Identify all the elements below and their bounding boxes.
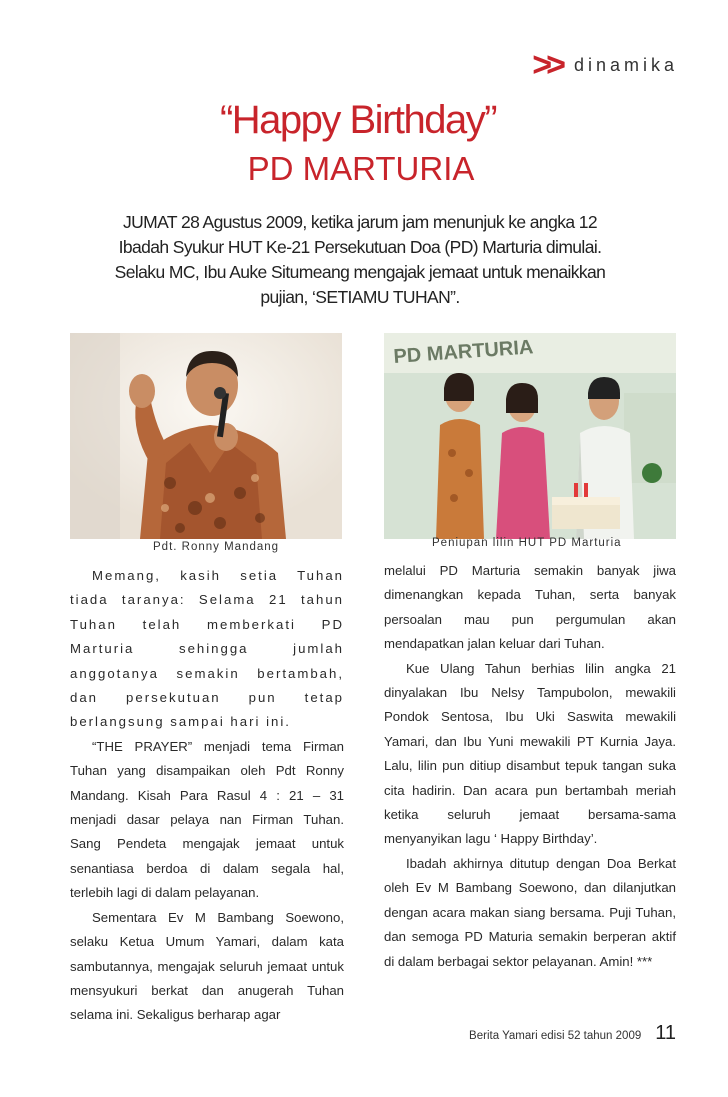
page-number: 11 xyxy=(655,1022,676,1044)
page-footer xyxy=(469,1022,676,1045)
article-subtitle: PD MARTURIA xyxy=(247,150,475,187)
section-header xyxy=(532,48,678,82)
body-column-left xyxy=(70,564,344,1028)
intro-line: pujian, ‘SETIAMU TUHAN”. xyxy=(260,287,460,307)
intro-line: Selaku MC, Ibu Auke Situmeang mengajak jemaat untuk menaikkan xyxy=(114,262,606,282)
paragraph: “THE PRAYER” menjadi tema Firman Tuhan yang disampaikan oleh Pdt Ronny Mandang. Kisah Para Rasul 4 : 21 – 31 menjadi dasar pelaya nan Firman Tuhan. Sang Pendeta mengajak jemaat untuk senantiasa berdoa di dalam segala hal, terlebih lagi di dalam pelayanan. xyxy=(70,738,344,901)
body-column-right xyxy=(384,559,676,974)
paragraph: Sementara Ev M Bambang Soewono, selaku Ketua Umum Yamari, dalam kata sambutannya, mengajak seluruh jemaat untuk mensyukuri berkat dan anugerah Tuhan selama ini. Sekaligus berharap agar xyxy=(70,909,344,1023)
chevron-right-icon: >> xyxy=(532,46,560,84)
intro-line: JUMAT 28 Agustus 2009, ketika jarum jam menunjuk ke angka 12 xyxy=(122,212,598,232)
photo-caption-left: Pdt. Ronny Mandang xyxy=(153,541,280,553)
photo-cake-image xyxy=(384,333,676,539)
photo-cake-ceremony xyxy=(384,333,676,539)
publication-label: Berita Yamari edisi 52 tahun 2009 xyxy=(469,1030,642,1042)
paragraph: melalui PD Marturia semakin banyak jiwa dimenangkan kepada Tuhan, serta banyak persoalan mau pun pergumulan akan mendapatkan jalan keluar dari Tuhan. xyxy=(384,563,676,652)
paragraph: Memang, kasih setia Tuhan tiada taranya: Selama 21 tahun Tuhan telah memberkati PD Marturia sehingga jumlah anggotanya semakin bertambah, dan persekutuan pun tetap berlangsung sampai hari ini. xyxy=(70,568,344,730)
photo-preacher xyxy=(70,333,342,539)
section-label: dinamika xyxy=(573,54,678,75)
photo-preacher-image xyxy=(70,333,342,539)
banner-text: PD MARTURIA xyxy=(392,336,535,368)
article-title: “Happy Birthday” xyxy=(219,98,497,142)
article-intro xyxy=(70,210,650,310)
photo-caption-right: Peniupan lilin HUT PD Marturia xyxy=(432,537,622,549)
paragraph: Ibadah akhirnya ditutup dengan Doa Berkat oleh Ev M Bambang Soewono, dan dilanjutkan dengan acara makan siang bersama. Puji Tuhan, dan semoga PD Maturia semakin berperan aktif di dalam berbagai sektor pelayanan. Amin! *** xyxy=(384,855,676,969)
intro-line: Ibadah Syukur HUT Ke-21 Persekutuan Doa (PD) Marturia dimulai. xyxy=(118,237,602,257)
paragraph: Kue Ulang Tahun berhias lilin angka 21 dinyalakan Ibu Nelsy Tampubolon, mewakili Pondok Sentosa, Ibu Uki Saswita mewakili Yamari, dan Ibu Yuni mewakili PT Kurnia Jaya. Lalu, lilin pun ditiup disambut tepuk tangan suka cita hadirin. Dan acara pun bertambah meriah ketika seluruh jemaat bersama-sama menyanyikan lagu ‘ Happy Birthday’. xyxy=(384,660,676,847)
